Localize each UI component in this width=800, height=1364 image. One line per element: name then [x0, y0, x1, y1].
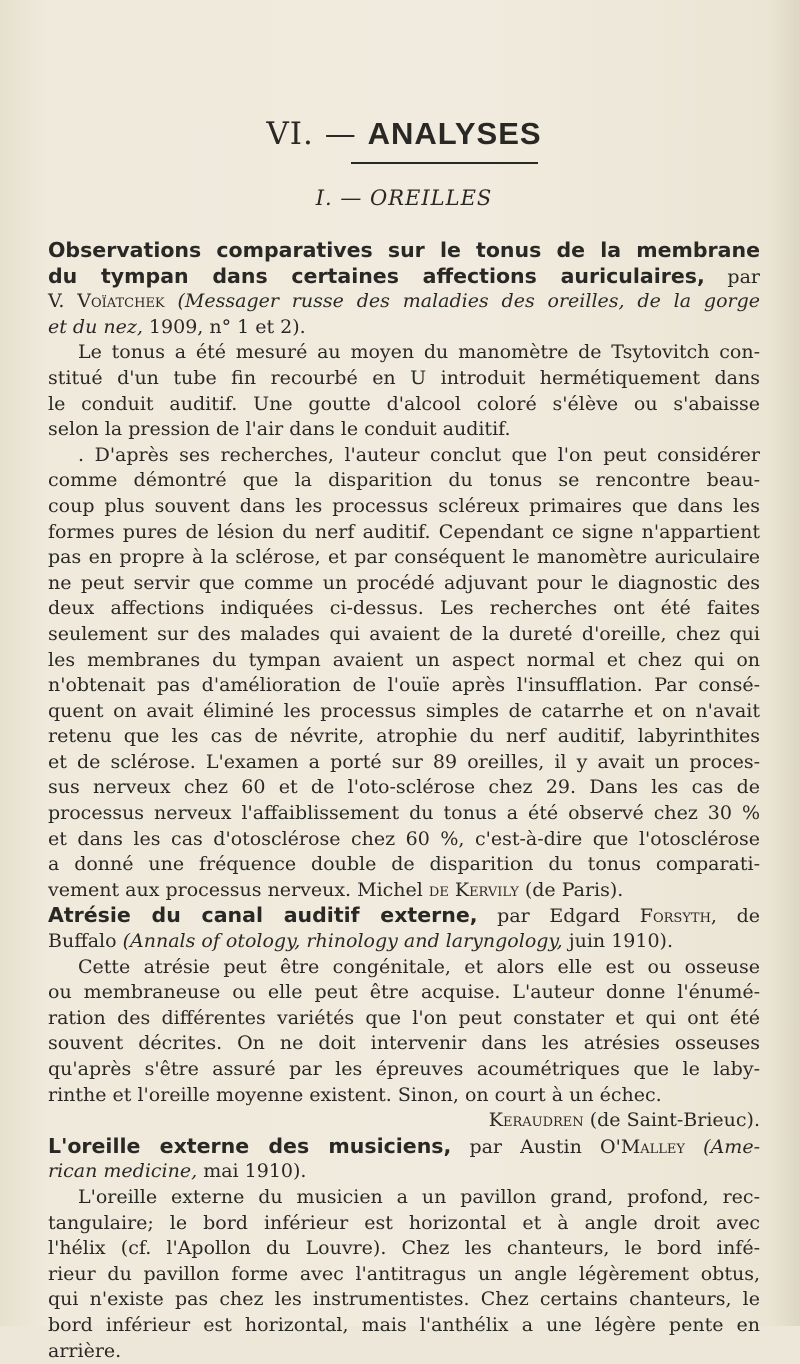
text-line — [48, 750, 760, 776]
text-segment: retenu que les cas de névrite, atrophie du nerf auditif, labyrinthites — [48, 725, 760, 748]
text-segment: seulement sur des malades qui avaient de la dureté d'oreille, chez qui — [48, 622, 760, 645]
text-segment: (de Paris). — [518, 878, 624, 901]
text-line — [48, 1108, 760, 1134]
text-segment: Le tonus a été mesuré au moyen du manomètre de Tsytovitch con- — [78, 341, 760, 364]
text-segment: le conduit auditif. Une goutte d'alcool coloré s'élève ou s'abaisse — [48, 392, 760, 415]
text-segment: par Austin O' — [451, 1135, 621, 1158]
section-title: I. — OREILLES — [315, 186, 493, 210]
text-segment: pas en propre à la sclérose, et par conséquent le manomètre auriculaire — [48, 546, 760, 569]
text-line — [48, 801, 760, 827]
text-line — [48, 468, 760, 494]
text-segment: (Messager russe des maladies des oreilles, de la gorge — [177, 290, 761, 313]
text-line — [48, 699, 760, 725]
text-segment: et dans les cas d'otosclérose chez 60 %, c'est-à-dire que l'otosclérose — [48, 827, 760, 850]
text-segment: par — [704, 265, 760, 288]
text-line — [48, 238, 760, 264]
text-line — [48, 417, 760, 443]
article-heading: du tympan dans certaines affections auriculaires, — [48, 263, 705, 288]
text-line — [48, 878, 760, 904]
text-segment: souvent décrites. On ne doit intervenir dans les atrésies osseuses — [48, 1032, 760, 1055]
text-line — [48, 340, 760, 366]
text-line — [48, 1236, 760, 1262]
text-segment: de — [716, 905, 760, 928]
text-segment: ne peut servir que comme un procédé adjuvant pour le diagnostic des — [48, 571, 760, 594]
text-segment: rinthe et l'oreille moyenne existent. Sinon, on court à un échec. — [48, 1083, 662, 1106]
article-heading: Atrésie du canal auditif externe, — [48, 903, 478, 928]
text-line — [48, 1159, 760, 1185]
article-text — [48, 238, 760, 1364]
text-segment: (de Saint-Brieuc). — [583, 1109, 760, 1132]
text-line — [48, 1006, 760, 1032]
text-line — [48, 929, 760, 955]
chapter-title — [48, 116, 760, 152]
text-segment: . D'après ses recherches, l'auteur conclut que l'on peut considérer — [78, 443, 760, 466]
text-segment: Cette atrésie peut être congénitale, et alors elle est ou osseuse — [78, 955, 760, 978]
text-segment: par Edgard — [477, 905, 640, 928]
text-segment: deux affections indiquées ci-dessus. Les recherches ont été faites — [48, 597, 760, 620]
text-segment: V. — [48, 290, 78, 313]
text-line — [48, 1262, 760, 1288]
text-segment: et de sclérose. L'examen a porté sur 89 oreilles, il y avait un proces- — [48, 750, 760, 773]
text-segment: l'hélix (cf. l'Apollon du Louvre). Chez les chanteurs, le bord infé- — [48, 1237, 760, 1260]
text-segment: Voïatchek — [77, 290, 165, 313]
text-segment: Buffalo — [48, 930, 123, 953]
text-segment — [685, 1136, 703, 1158]
text-line — [48, 264, 760, 290]
text-segment: tangulaire; le bord inférieur est horizontal et à angle droit avec — [48, 1211, 760, 1234]
text-segment: bord inférieur est horizontal, mais l'anthélix a une légère pente en — [48, 1313, 760, 1336]
text-segment: vement aux processus nerveux. Michel — [48, 878, 429, 901]
text-segment: mai 1910). — [197, 1160, 307, 1183]
text-line — [48, 1057, 760, 1083]
text-line — [48, 494, 760, 520]
text-line — [48, 1287, 760, 1313]
text-line — [48, 520, 760, 546]
text-segment: selon la pression de l'air dans le conduit auditif. — [48, 418, 511, 441]
text-segment: comme démontré que la disparition du tonus se rencontre beau- — [48, 469, 760, 492]
title-underline — [351, 162, 538, 164]
text-line — [48, 315, 760, 341]
text-segment: n'obtenait pas d'amélioration de l'ouïe après l'insufflation. Par consé- — [48, 674, 760, 697]
article-heading: Observations comparatives sur le tonus de la membrane — [48, 238, 760, 262]
text-segment: (Ame- — [703, 1135, 760, 1158]
text-segment: de Kervily — [428, 878, 519, 901]
text-segment: qui n'existe pas chez les instrumentistes. Chez certains chanteurs, le — [48, 1288, 760, 1311]
text-segment: et du nez, — [48, 315, 143, 338]
text-segment: rieur du pavillon forme avec l'antitragus un angle légèrement obtus, — [48, 1262, 760, 1285]
text-line — [48, 955, 760, 981]
chapter-word: ANALYSES — [367, 116, 542, 151]
text-line — [48, 545, 760, 571]
text-line — [48, 392, 760, 418]
text-line — [48, 1339, 760, 1364]
text-segment: Forsyth, — [639, 905, 717, 928]
text-line — [48, 775, 760, 801]
text-segment: les membranes du tympan avaient un aspect normal et chez qui on — [48, 648, 760, 671]
text-line — [48, 1031, 760, 1057]
text-segment: L'oreille externe du musicien a un pavillon grand, profond, rec- — [78, 1185, 760, 1208]
text-segment: qu'après s'être assuré par les épreuves acoumétriques que le laby- — [48, 1058, 760, 1080]
text-line — [48, 852, 760, 878]
text-line — [48, 980, 760, 1006]
article-heading: L'oreille externe des musiciens, — [48, 1133, 452, 1158]
text-line — [48, 903, 760, 929]
text-line — [48, 596, 760, 622]
text-segment: processus nerveux l'affaiblissement du tonus a été observé chez 30 % — [48, 802, 760, 825]
text-line — [48, 827, 760, 853]
text-line — [48, 1134, 760, 1160]
text-segment: rican medicine, — [48, 1160, 198, 1183]
text-segment: Malley — [620, 1135, 685, 1158]
text-segment: juin 1910). — [562, 930, 673, 953]
text-line — [48, 673, 760, 699]
text-line — [48, 648, 760, 674]
text-segment: sus nerveux chez 60 et de l'oto-sclérose chez 29. Dans les cas de — [48, 776, 760, 799]
text-segment: formes pures de lésion du nerf auditif. Cependant ce signe n'appartient — [48, 520, 760, 543]
text-segment: quent on avait éliminé les processus simples de catarrhe et on n'avait — [48, 699, 760, 722]
text-line — [48, 1185, 760, 1211]
text-segment: 1909, n° 1 et 2). — [142, 315, 306, 338]
text-segment: a donné une fréquence double de disparition du tonus comparati- — [48, 853, 760, 876]
text-segment: (Annals of otology, rhinology and laryngology, — [122, 930, 563, 953]
text-segment: ou membraneuse ou elle peut être acquise. L'auteur donne l'énumé- — [48, 981, 760, 1004]
text-segment: ration des différentes variétés que l'on peut constater et qui ont été — [48, 1006, 760, 1029]
text-segment: stitué d'un tube fin recourbé en U introduit hermétiquement dans — [48, 366, 760, 389]
text-segment — [165, 290, 178, 312]
text-line — [48, 571, 760, 597]
text-line — [48, 1211, 760, 1237]
text-segment: arrière. — [48, 1339, 122, 1362]
text-line — [48, 1083, 760, 1109]
chapter-number: VI. — [266, 116, 314, 152]
text-segment: coup plus souvent dans les processus scléreux primaires que dans les — [48, 494, 760, 517]
text-line — [48, 289, 760, 315]
text-line — [48, 366, 760, 392]
text-line — [48, 622, 760, 648]
chapter-dash: — — [324, 116, 357, 152]
text-line — [48, 724, 760, 750]
text-segment: Keraudren — [488, 1109, 584, 1132]
text-line — [48, 443, 760, 469]
